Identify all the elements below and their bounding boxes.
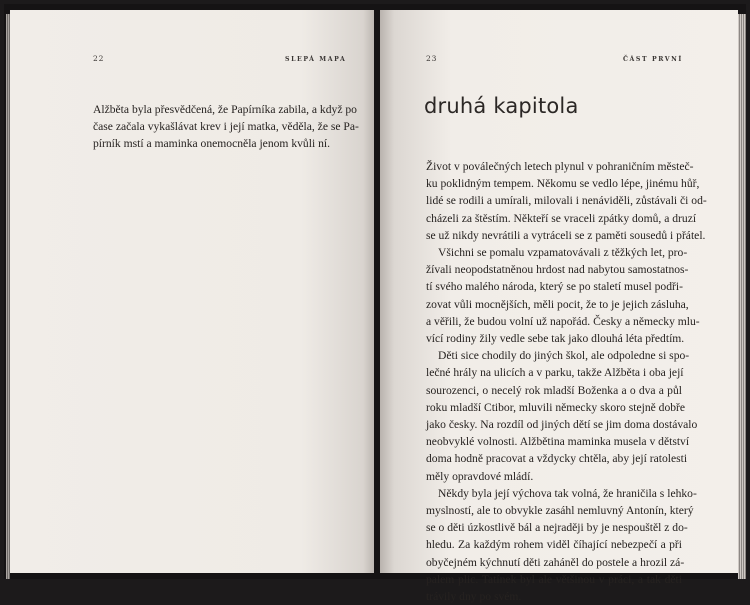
text-line: lidé se rodili a umírali, milovali i nenáviděli, zůstávali či od- [426,194,707,208]
right-text-block [426,158,707,605]
text-line: žívali neopodstatněnou hrdost nad nabytou samostatnos- [426,263,689,277]
left-page [10,10,374,573]
text-line: doma hodně pracovat a vždycky chtěla, aby její ratolesti [426,452,688,466]
book-spread [4,4,746,604]
paragraph-1 [426,158,707,244]
page-edges-right [738,14,746,579]
paragraph-4 [426,485,697,605]
text-line: roku mladší Ctibor, mluvili německy skoro stejně dobře [426,400,686,414]
text-line: pírník mstí a maminka onemocněla jenom kvůli ní. [93,137,330,151]
running-head-left: SLEPÁ MAPA [285,56,347,63]
chapter-title: druhá kapitola [424,94,579,118]
text-line: Někdy byla její výchova tak volná, že hraničila s lehko- [438,486,697,500]
running-head-right: ČÁST PRVNÍ [623,56,683,63]
text-line: myslností, ale to obvykle zasáhl nemluvný Antonín, který [426,504,694,518]
text-line: Život v poválečných letech plynul v pohraničním městeč- [426,160,694,173]
text-line: neobvyklé volnosti. Alžbětina maminka musela v dětství [426,435,690,449]
text-line: vící rodiny žily vedle sebe tak jako dlouhá léta předtím. [426,332,685,346]
page-number-left: 22 [93,54,105,63]
text-line: se už nikdy nevrátili a vytráceli se z paměti sousedů i přátel. [426,228,706,242]
text-line: Všichni se pomalu vzpamatovávali z těžkých let, pro- [438,246,688,260]
text-line: trávily dny po svém. [426,590,522,604]
right-page [380,10,738,604]
text-line: měly opravdové mládí. [426,469,534,483]
text-line: Alžběta byla přesvědčená, že Papírníka zabila, a když po [93,103,357,116]
text-line: jako česky. Na rozdíl od jiných dětí se jim doma dostávalo [426,418,698,432]
text-line: cházeli za štěstím. Někteří se vraceli zpátky domů, a druzí [426,211,697,225]
text-line: Děti sice chodily do jiných škol, ale odpoledne si spo- [438,349,690,363]
text-line: čase začala vykašlávat krev i její matka, věděla, že se Pa- [93,120,359,134]
text-line: tí svého malého národa, který se po staletí musel podři- [426,280,683,294]
page-number-right: 23 [426,54,438,63]
text-line: zovat vůli mocnějších, měli pocit, že to je jejich zásluha, [426,297,689,311]
paragraph-3 [426,347,698,485]
text-line: hledu. Za každým rohem viděl číhající nebezpečí a při [426,538,682,552]
left-paragraph [93,101,359,153]
text-line: sourozenci, o necelý rok mladší Boženka a o dva a půl [426,383,682,397]
paragraph-2 [426,244,700,347]
text-line: obyčejném kýchnutí děti zaháněl do postele a hrozil zá- [426,555,685,569]
text-line: a věřili, že budou volní už napořád. Česky a německy mlu- [426,314,700,328]
text-line: palem plic. Tatínek byl ale většinou v práci, a tak děti [426,572,682,586]
text-line: se o děti úzkostlivě bál a nejraději by je nespouštěl z do- [426,521,688,535]
text-line: lečné hrály na ulicích a v parku, takže Alžběta i oba její [426,366,684,380]
text-line: ku poklidným tempem. Někomu se vedlo lépe, jinému hůř, [426,177,700,191]
